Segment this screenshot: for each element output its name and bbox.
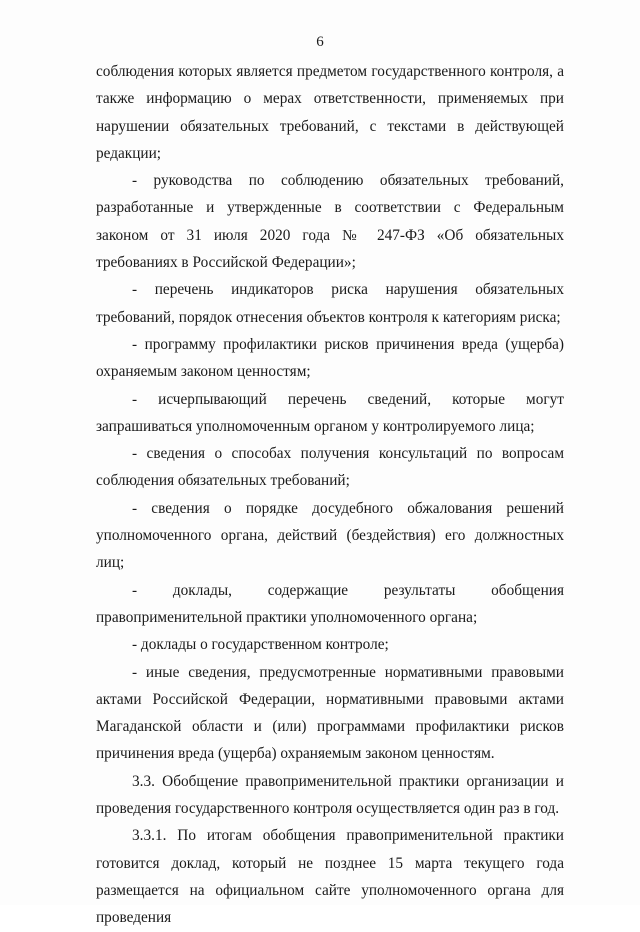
page-number: 6 <box>316 34 324 50</box>
section-3-3-1: 3.3.1. По итогам обобщения правоприменительной практики готовится доклад, который не позднее 15 марта текущего года размещается на официальном сайте уполномоченного органа для проведения <box>96 827 564 927</box>
document-body <box>96 58 564 932</box>
list-item-consultations: - сведения о способах получения консультаций по вопросам соблюдения обязательных требований; <box>96 445 564 490</box>
section-3-3: 3.3. Обобщение правоприменительной практики организации и проведения государственного контроля осуществляется один раз в год. <box>96 772 564 818</box>
list-item-control-reports: - доклады о государственном контроле; <box>132 636 389 654</box>
list-item-prevention-program: - программу профилактики рисков причинения вреда (ущерба) охраняемым законом ценностям; <box>96 335 564 381</box>
list-item-other-information: - иные сведения, предусмотренные нормативными правовыми актами Российской Федерации, нормативными правовыми актами Магаданской области и (или) программами профилактики рисков причинения вреда (ущерба) охраняемым законом ценностям. <box>96 663 564 763</box>
list-item-guidelines: - руководства по соблюдению обязательных требований, разработанные и утвержденные в соответствии с Федеральным законом от 31 июля 2020 года № 247-ФЗ «Об обязательных требованиях в Российской Федерации»; <box>96 172 564 272</box>
list-item-appeal-procedure: - сведения о порядке досудебного обжалования решений уполномоченного органа, действий (бездействия) его должностных лиц; <box>96 499 564 572</box>
list-item-risk-indicators: - перечень индикаторов риска нарушения обязательных требований, порядок отнесения объектов контроля к категориям риска; <box>96 281 564 326</box>
list-item-practice-reports: - доклады, содержащие результаты обобщения правоприменительной практики уполномоченного органа; <box>96 581 564 626</box>
list-item-information-list: - исчерпывающий перечень сведений, которые могут запрашиваться уполномоченным органом у контролируемого лица; <box>96 390 564 435</box>
paragraph-continuation: соблюдения которых является предметом государственного контроля, а также информацию о мерах ответственности, применяемых при нарушении обязательных требований, с текстами в действующей редакции; <box>96 63 564 162</box>
